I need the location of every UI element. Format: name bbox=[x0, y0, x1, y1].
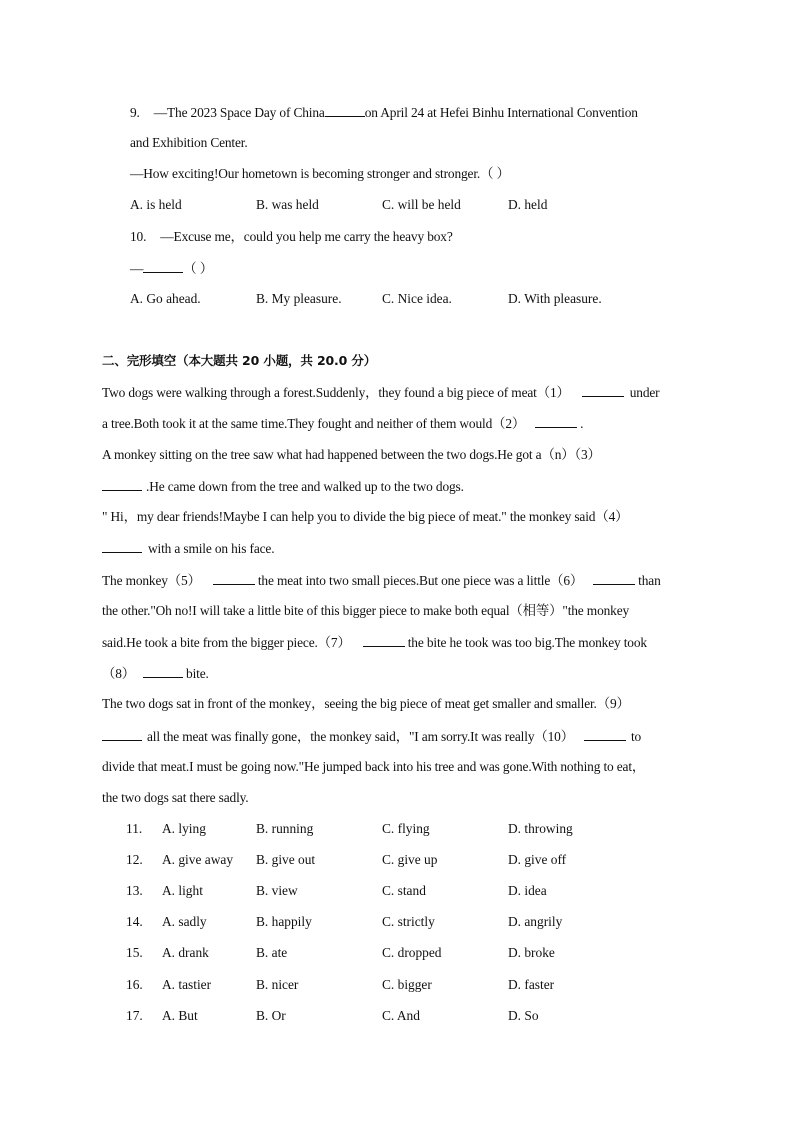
passage-line: The two dogs sat in front of the monkey，seeing the big piece of meat get smaller and smaller.（9） bbox=[102, 696, 630, 711]
option-b: B. view bbox=[256, 883, 298, 898]
passage-line: the other."Oh no!I will take a little bite of this bigger piece to make both equal（相等）"the monkey bbox=[102, 603, 630, 618]
answer-blank bbox=[102, 727, 142, 741]
passage-line: A monkey sitting on the tree saw what had happened between the two dogs.He got a（n）（3） bbox=[102, 447, 601, 462]
passage-text: said.He took a bite from the bigger piece.（7） bbox=[102, 635, 351, 650]
answer-blank bbox=[593, 571, 635, 585]
option-a: A. is held bbox=[130, 197, 182, 212]
passage-text: to bbox=[630, 729, 642, 744]
option-a: A. sadly bbox=[162, 914, 207, 929]
passage-line: " Hi，my dear friends!Maybe I can help you to divide the big piece of meat." the monkey said（4） bbox=[102, 509, 629, 524]
passage-line bbox=[102, 664, 209, 683]
passage-text: Two dogs were walking through a forest.Suddenly，they found a big piece of meat（1） bbox=[102, 385, 570, 400]
question-9-stem-cont: and Exhibition Center. bbox=[130, 135, 248, 150]
option-b: B. My pleasure. bbox=[256, 291, 342, 306]
answer-blank bbox=[143, 664, 183, 678]
passage-line bbox=[102, 633, 647, 652]
question-text: —Excuse me，could you help me carry the heavy box? bbox=[160, 229, 453, 244]
option-b: B. Or bbox=[256, 1008, 286, 1023]
passage-text: a tree.Both took it at the same time.They fought and neither of them would（2） bbox=[102, 416, 526, 431]
answer-blank bbox=[582, 383, 624, 397]
question-text: —The 2023 Space Day of China bbox=[153, 105, 325, 120]
option-c: C. And bbox=[382, 1008, 420, 1023]
option-a: A. light bbox=[162, 883, 203, 898]
passage-text: . bbox=[580, 416, 584, 431]
option-d: D. So bbox=[508, 1008, 539, 1023]
passage-text: （8） bbox=[102, 666, 136, 681]
option-c: C. flying bbox=[382, 821, 430, 836]
option-d: D. With pleasure. bbox=[508, 291, 602, 306]
question-number: 10. bbox=[130, 229, 147, 244]
question-number: 17. bbox=[126, 1008, 143, 1023]
option-b: B. give out bbox=[256, 852, 316, 867]
passage-text: with a smile on his face. bbox=[148, 541, 275, 556]
option-c: C. strictly bbox=[382, 914, 435, 929]
dash: — bbox=[130, 261, 144, 276]
option-a: A. tastier bbox=[162, 977, 212, 992]
answer-blank bbox=[363, 633, 405, 647]
option-d: D. broke bbox=[508, 945, 555, 960]
option-c: C. stand bbox=[382, 883, 426, 898]
passage-line: the two dogs sat there sadly. bbox=[102, 790, 249, 805]
question-number: 9. bbox=[130, 105, 140, 120]
answer-blank bbox=[325, 103, 365, 117]
option-a: A. give away bbox=[162, 852, 234, 867]
question-number: 12. bbox=[126, 852, 143, 867]
option-c: C. bigger bbox=[382, 977, 432, 992]
question-number: 13. bbox=[126, 883, 143, 898]
question-10-stem bbox=[130, 228, 453, 246]
option-d: D. held bbox=[508, 197, 548, 212]
option-b: B. happily bbox=[256, 914, 312, 929]
passage-text: the bite he took was too big.The monkey took bbox=[407, 635, 647, 650]
passage-line: divide that meat.I must be going now."He jumped back into his tree and was gone.With nothing to eat， bbox=[102, 759, 646, 774]
passage-text: under bbox=[629, 385, 660, 400]
option-b: B. nicer bbox=[256, 977, 299, 992]
question-number: 14. bbox=[126, 914, 143, 929]
option-b: B. ate bbox=[256, 945, 288, 960]
option-a: A. Go ahead. bbox=[130, 291, 201, 306]
answer-blank bbox=[102, 539, 142, 553]
option-d: D. angrily bbox=[508, 914, 563, 929]
passage-line bbox=[102, 414, 583, 433]
option-a: A. But bbox=[162, 1008, 198, 1023]
passage-text: The monkey（5） bbox=[102, 573, 201, 588]
question-9-reply: —How exciting!Our hometown is becoming stronger and stronger.（ ） bbox=[130, 166, 510, 181]
passage-text: the meat into two small pieces.But one piece was a little（6） bbox=[257, 573, 584, 588]
answer-blank bbox=[584, 727, 626, 741]
option-c: C. Nice idea. bbox=[382, 291, 452, 306]
answer-blank bbox=[102, 477, 142, 491]
answer-paren: （ ） bbox=[183, 261, 213, 276]
passage-text: all the meat was finally gone，the monkey said，"I am sorry.It was really（10） bbox=[147, 729, 574, 744]
option-a: A. drank bbox=[162, 945, 209, 960]
option-a: A. lying bbox=[162, 821, 206, 836]
passage-line bbox=[102, 571, 661, 590]
option-b: B. running bbox=[256, 821, 314, 836]
passage-line bbox=[102, 727, 641, 746]
passage-text: than bbox=[638, 573, 661, 588]
option-d: D. throwing bbox=[508, 821, 573, 836]
option-d: D. idea bbox=[508, 883, 547, 898]
passage-line bbox=[102, 539, 274, 558]
passage-text: .He came down from the tree and walked up to the two dogs. bbox=[146, 479, 464, 494]
option-d: D. faster bbox=[508, 977, 555, 992]
answer-blank bbox=[535, 414, 577, 428]
question-number: 11. bbox=[126, 821, 143, 836]
option-c: C. dropped bbox=[382, 945, 442, 960]
answer-blank bbox=[143, 259, 183, 273]
question-10-reply bbox=[130, 259, 213, 278]
option-b: B. was held bbox=[256, 197, 319, 212]
passage-text: bite. bbox=[186, 666, 209, 681]
question-number: 15. bbox=[126, 945, 143, 960]
option-c: C. give up bbox=[382, 852, 438, 867]
question-text: on April 24 at Hefei Binhu International Convention bbox=[364, 105, 638, 120]
section-heading: 二、完形填空（本大题共 20 小题，共 20.0 分） bbox=[102, 353, 377, 368]
answer-blank bbox=[213, 571, 255, 585]
question-9-stem bbox=[130, 103, 638, 122]
passage-line bbox=[102, 477, 464, 496]
option-c: C. will be held bbox=[382, 197, 461, 212]
option-d: D. give off bbox=[508, 852, 567, 867]
passage-line bbox=[102, 383, 660, 402]
question-number: 16. bbox=[126, 977, 143, 992]
